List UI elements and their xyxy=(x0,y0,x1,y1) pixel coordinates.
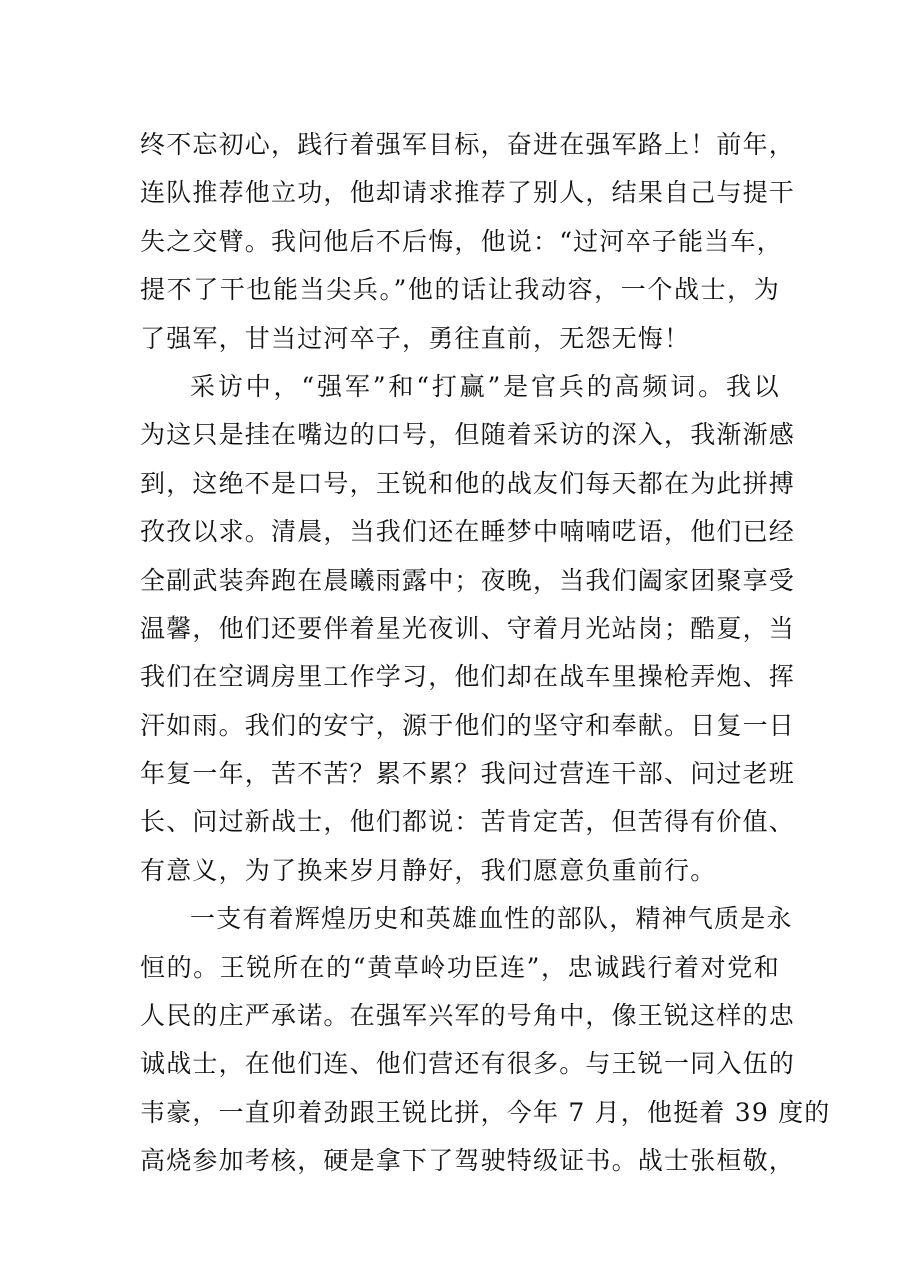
text-line: 恒的。王锐所在的“黄草岭功臣连”，忠诚践行着对党和 xyxy=(140,952,780,982)
text-line: 全副武装奔跑在晨曦雨露中；夜晚，当我们阖家团聚享受 xyxy=(140,565,796,595)
text-line: 一支有着辉煌历史和英雄血性的部队，精神气质是永 xyxy=(190,904,793,934)
text-line: 提不了干也能当尖兵。”他的话让我动容，一个战士，为 xyxy=(140,275,780,305)
text-line: 为这只是挂在嘴边的口号，但随着采访的深入，我渐渐感 xyxy=(140,420,796,450)
text-line: 诚战士，在他们连、他们营还有很多。与王锐一同入伍的 xyxy=(140,1049,796,1079)
text-line: 采访中，“强军”和“打赢”是官兵的高频词。我以 xyxy=(190,371,780,401)
text-line: 连队推荐他立功，他却请求推荐了别人，结果自己与提干 xyxy=(140,178,796,208)
text-line: 终不忘初心，践行着强军目标，奋进在强军路上！前年， xyxy=(140,130,796,159)
text-line: 了强军，甘当过河卒子，勇往直前，无怨无悔！ xyxy=(140,323,691,353)
text-line: 我们在空调房里工作学习，他们却在战车里操枪弄炮、挥 xyxy=(140,662,796,692)
text-line: 有意义，为了换来岁月静好，我们愿意负重前行。 xyxy=(140,855,717,885)
article-body xyxy=(140,121,831,1186)
text-line: 韦豪，一直卯着劲跟王锐比拼，今年 7 月，他挺着 39 度的 xyxy=(140,1097,831,1127)
text-line: 温馨，他们还要伴着星光夜训、守着月光站岗；酷夏，当 xyxy=(140,613,796,643)
text-line: 高烧参加考核，硬是拿下了驾驶特级证书。战士张桓敬， xyxy=(140,1146,796,1176)
paragraph-3 xyxy=(140,895,831,1185)
paragraph-1 xyxy=(140,121,796,363)
text-line: 汗如雨。我们的安宁，源于他们的坚守和奉献。日复一日 xyxy=(140,710,796,740)
paragraph-2 xyxy=(140,363,796,895)
text-line: 失之交臂。我问他后不后悔，他说：“过河卒子能当车， xyxy=(140,226,783,256)
text-line: 年复一年，苦不苦？累不累？我问过营连干部、问过老班 xyxy=(140,759,796,789)
text-line: 长、问过新战士，他们都说：苦肯定苦，但苦得有价值、 xyxy=(140,807,796,837)
text-line: 孜孜以求。清晨，当我们还在睡梦中喃喃呓语，他们已经 xyxy=(140,517,796,547)
text-line: 到，这绝不是口号，王锐和他的战友们每天都在为此拼搏 xyxy=(140,468,796,498)
text-line: 人民的庄严承诺。在强军兴军的号角中，像王锐这样的忠 xyxy=(140,1001,796,1031)
